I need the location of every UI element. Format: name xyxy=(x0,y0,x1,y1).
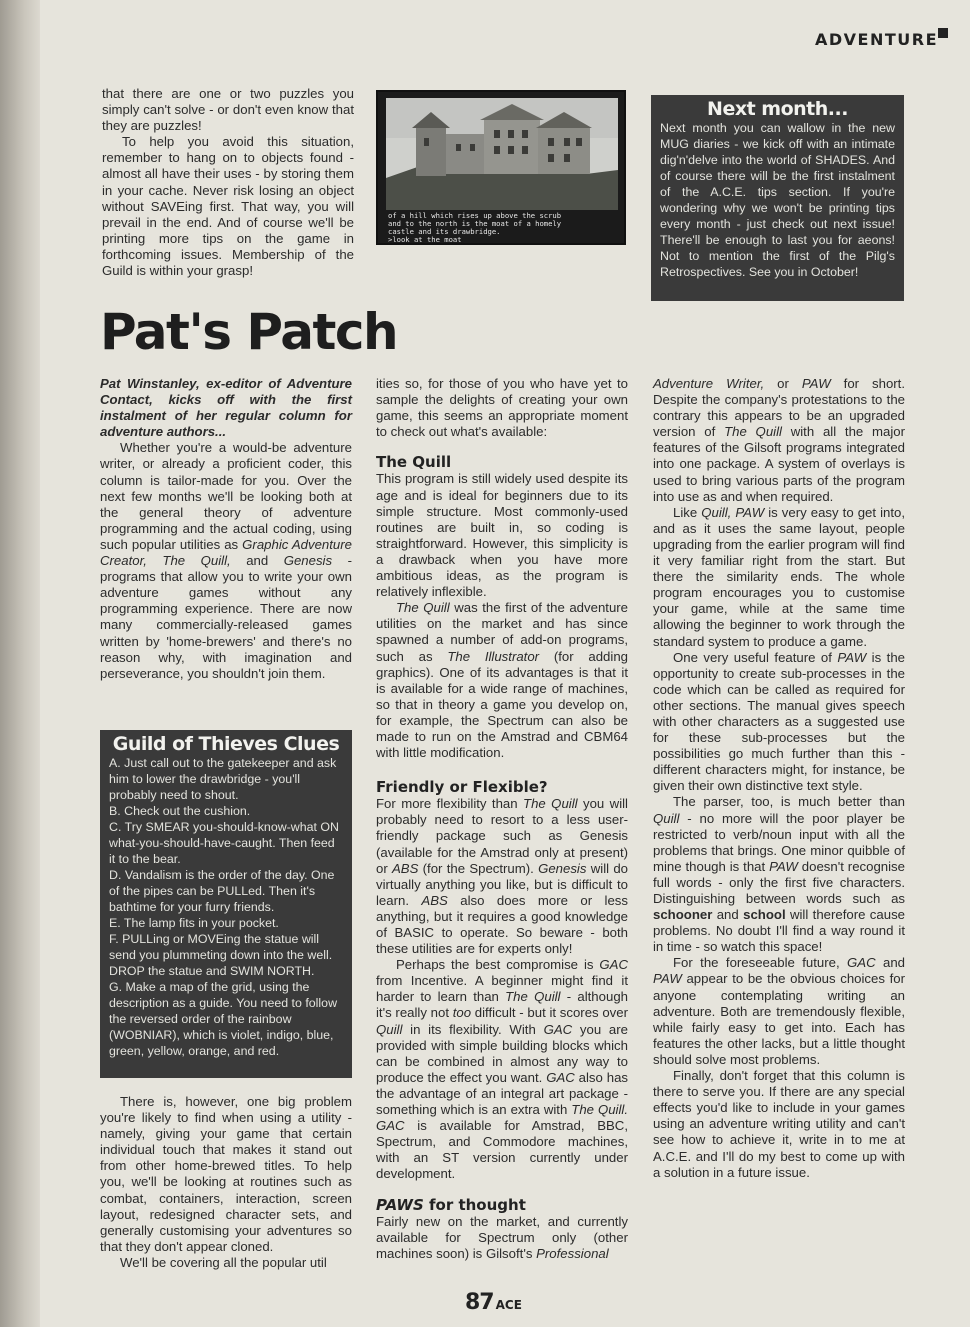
paragraph: Like Quill, PAW is very easy to get into, and as it uses the same layout, people upgrading from the earlier program will find it very familiar right from the start. But there the similarity ends. The whole program encourages you to customise your game, while at the same time allowing the beginner to work through the standard system to produce a game. xyxy=(653,504,906,649)
paragraph: The Quill was the first of the adventure utilities on the market and has since spawned a number of add-on programs, such as The Illustrator (for adding graphics). One of its advantages is that it is available for a wide range of machines, so that in theory a game you develop on, for example, the Spectrum can also be made to run on the Amstrad and CBM64 with little modification. xyxy=(376,600,628,761)
next-month-box xyxy=(651,95,904,301)
castle-image xyxy=(386,98,618,210)
clue-item: G. Make a map of the grid, using the description as a guide. You need to follow the reversed order of the rainbow (WOBNIAR), which is violet, indigo, blue, green, yellow, orange, and red. xyxy=(109,980,338,1058)
subheading-quill: The Quill xyxy=(376,453,452,472)
article-column-2 xyxy=(376,376,628,1262)
page-spine-shadow xyxy=(0,0,40,1327)
subheading-friendly-or-flexible: Friendly or Flexible? xyxy=(376,778,548,797)
paragraph: Whether you're a would-be adventure writer, or already a proficient coder, this column is tailor-made for you. Over the next few months we'll be looking both at the general theory of adventure programming and the actual coding, using such popular utilities as Graphic Adventure Creator, The Quill, and Genesis - programs that allow you to write your own adventure games without any programming experience. There are now many commercially-released games written by 'home-brewers' and there's no reason why, with imagination and perseverance, you shouldn't join them. xyxy=(100,440,352,681)
article-title: Pat's Patch xyxy=(100,303,398,361)
paragraph: We'll be covering all the popular util xyxy=(120,1254,327,1270)
paragraph: For more flexibility than The Quill you will probably need to resort to a less user-friendly package such as Genesis (available for the Amstrad only at present) or ABS (for the Spectrum). Genesis will do virtually anything you like, but is difficult to learn. ABS also does more or less anything, but it requires a good knowledge of BASIC to operate. So beware - both these utilities are for experts only! xyxy=(376,796,628,957)
box-title: Guild of Thieves Clues xyxy=(112,733,340,755)
section-header: ADVENTURE xyxy=(814,30,938,49)
paragraph: There is, however, one big problem you're likely to find when using a utility - namely, giving your game that certain individual touch that makes it stand out from other home-brewed titles. To help you, we'll be looking at routines such as combat, containers, interaction, screen layout, redesigned character sets, and generally customising your adventures so that they don't appear cloned. xyxy=(100,1094,352,1254)
magazine-tag: ACE xyxy=(495,1298,522,1312)
paragraph: Adventure Writer, or PAW for short. Despite the company's protestations to the contrary this appears to be an upgraded version of The Quill with all the major features of the Gilsoft programs integrated into one package. A system of overlays is used to bring various parts of the program into use as and when required. xyxy=(653,376,905,504)
paragraph: Perhaps the best compromise is GAC from Incentive. A beginner might find it harder to learn than The Quill - although it's really not too difficult - but it scores over Quill in its flexibility. With GAC you are provided with simple building blocks which can be combined in almost any way to produce the effect you want. GAC also has the advantage of an integral art package - something which is an extra with The Quill. GAC is available for Amstrad, BBC, Spectrum, and Commodore machines, with an ST version currently under development. xyxy=(376,957,628,1182)
article-column-1-continued xyxy=(100,1094,352,1271)
paragraph: To help you avoid this situation, remember to hang on to objects found - almost all have their uses - by storing them in your cache. Never risk losing an object without SAVEing first. That way, you will prevail in the end. And of course we'll be printing more tips on the game in forthcoming issues. Membership of the Guild is within your grasp! xyxy=(102,134,354,279)
subheading-paws: PAWS for thought xyxy=(376,1195,526,1214)
paragraph: Finally, don't forget that this column is there to serve you. If there are any special effects you'd like to include in your games using an adventure writing utility and can't see how to achieve it, write in to me at A.C.E. and I'll do my best to come up with a solution in a future issue. xyxy=(653,1068,905,1180)
clue-item: A. Just call out to the gatekeeper and ask him to lower the drawbridge - you'll probably need to shout. xyxy=(109,756,337,802)
section-corner-mark xyxy=(938,28,948,38)
clue-item: D. Vandalism is the order of the day. One of the pipes can be PULLed. Then it's bathtime for your furry friends. xyxy=(109,868,335,914)
clues-list xyxy=(109,755,343,1059)
paragraph: Fairly new on the market, and currently available for Spectrum only (other machines soon) is Gilsoft's Professional xyxy=(376,1213,628,1261)
page-number: 87 ACE xyxy=(465,1290,522,1315)
article-column-1 xyxy=(100,376,352,682)
paragraph: ities so, for those of you who have yet to sample the delights of creating your own game, this seems an appropriate moment to check out what's available: xyxy=(376,376,628,440)
article-intro: Pat Winstanley, ex-editor of Adventure Contact, kicks off with the first instalment of her regular column for adventure authors... xyxy=(100,376,352,440)
box-body: Next month you can wallow in the new MUG diaries - we kick off with an intimate dig'n'delve into the world of SHADES. And of course there will be the first instalment of the A.C.E. tips section. If you're wondering why we won't be printing tips every month - just check out next issue! There'll be enough to last you for aeons! Not to mention the first of the Pilg's Retrospectives. See you in October! xyxy=(660,121,895,279)
guild-clues-box xyxy=(100,730,352,1078)
clue-item: C. Try SMEAR you-should-know-what ON what-you-should-have-caught. Then feed it to the bear. xyxy=(109,820,339,866)
paragraph: The parser, too, is much better than Quill - no more will the poor player be restricted to verb/noun input with all the problems that brings. One minor quibble of mine though is that PAW doesn't recognise full words - only the first five characters. Distinguishing between words such as schooner and school will therefore cause problems. No doubt I'll find a way round it in time - so watch this space! xyxy=(653,794,905,955)
top-left-column xyxy=(102,86,354,279)
paragraph: that there are one or two puzzles you simply can't solve - or don't even know that they are puzzles! xyxy=(102,86,354,134)
clue-item: B. Check out the cushion. xyxy=(109,804,251,818)
clue-item: F. PULLing or MOVEing the statue will send you plummeting down into the well. DROP the statue and SWIM NORTH. xyxy=(109,932,333,978)
box-title: Next month... xyxy=(707,98,848,120)
game-screenshot xyxy=(376,90,626,245)
article-column-3 xyxy=(653,376,905,1181)
game-output-text: of a hill which rises up above the scrub and to the north is the moat of a homely castle and its drawbridge. >look at the moat xyxy=(388,211,562,244)
clue-item: E. The lamp fits in your pocket. xyxy=(109,916,279,930)
paragraph: This program is still widely used despite its age and is ideal for beginners due to its simple structure. Most commonly-used routines are built in, so coding is straightforward. However, this simplicity is a drawback when you have more ambitious ideas, as the program is relatively inflexible. xyxy=(376,471,628,600)
paragraph: For the foreseeable future, GAC and PAW appear to be the obvious choices for anyone contemplating writing an adventure. Both are tremendously flexible, while fairly easy to get into. Each has features the other lacks, but a little thought should solve most problems. xyxy=(653,955,905,1067)
paragraph: One very useful feature of PAW is the opportunity to create sub-processes in the code which can be called as required for other sections. The manual gives speech with other characters as a suggested use for these sub-processes but the possibilities go much further than this - different characters might, for instance, be given their own distinctive text style. xyxy=(653,649,905,794)
